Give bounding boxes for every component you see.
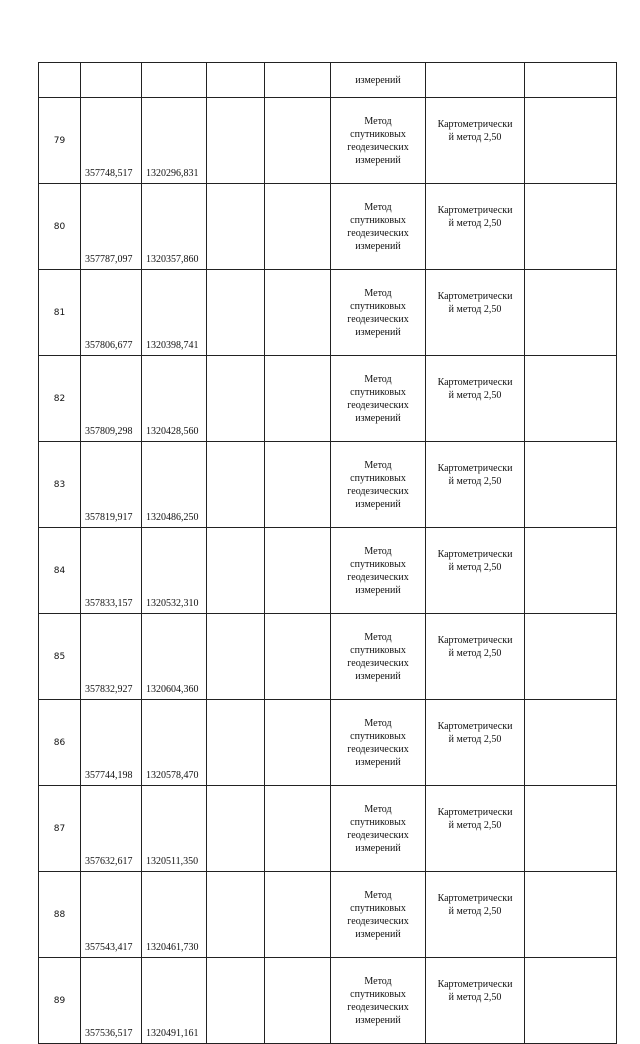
method-line: измерений	[355, 756, 401, 768]
cell-empty	[265, 442, 331, 528]
cell-empty	[207, 700, 265, 786]
cell-method	[331, 786, 426, 872]
cell-empty	[525, 614, 617, 700]
cell-empty	[525, 63, 617, 98]
accuracy-line: й метод 2,50	[448, 390, 502, 401]
method-line: спутниковых	[350, 214, 406, 226]
cell-x: 357748,517	[81, 98, 142, 184]
accuracy-line: Картометрически	[437, 205, 513, 216]
cell-y: 1320578,470	[142, 700, 207, 786]
cell-x: 357809,298	[81, 356, 142, 442]
cell-number: 80	[39, 184, 81, 270]
method-line: спутниковых	[350, 300, 406, 312]
method-line: измерений	[355, 1014, 401, 1026]
accuracy-line: Картометрически	[437, 979, 513, 990]
cell-y: 1320511,350	[142, 786, 207, 872]
method-line: геодезических	[347, 141, 409, 153]
accuracy-line: й метод 2,50	[448, 562, 502, 573]
accuracy-line: й метод 2,50	[448, 648, 502, 659]
cell-accuracy	[426, 63, 525, 98]
cell-accuracy	[426, 184, 525, 270]
method-line: Метод	[364, 115, 392, 127]
method-line: геодезических	[347, 399, 409, 411]
method-line: спутниковых	[350, 386, 406, 398]
cell-empty	[525, 442, 617, 528]
method-line: Метод	[364, 545, 392, 557]
method-line: измерений	[355, 584, 401, 596]
cell-y: 1320604,360	[142, 614, 207, 700]
method-line: Метод	[364, 717, 392, 729]
cell-empty	[265, 98, 331, 184]
cell-method	[331, 528, 426, 614]
cell-y: 1320491,161	[142, 958, 207, 1044]
cell-x: 357536,517	[81, 958, 142, 1044]
method-line: Метод	[364, 201, 392, 213]
cell-accuracy	[426, 528, 525, 614]
accuracy-line: Картометрически	[437, 463, 513, 474]
cell-empty	[207, 356, 265, 442]
cell-number: 79	[39, 98, 81, 184]
accuracy-line: й метод 2,50	[448, 132, 502, 143]
table-row	[39, 528, 617, 614]
method-line: Метод	[364, 373, 392, 385]
accuracy-line: й метод 2,50	[448, 820, 502, 831]
cell-empty	[207, 63, 265, 98]
cell-x: 357806,677	[81, 270, 142, 356]
cell-number: 82	[39, 356, 81, 442]
method-line: измерений	[355, 240, 401, 252]
accuracy-line: й метод 2,50	[448, 476, 502, 487]
cell-empty	[265, 528, 331, 614]
cell-number: 84	[39, 528, 81, 614]
cell-x	[81, 63, 142, 98]
cell-number: 89	[39, 958, 81, 1044]
cell-method	[331, 958, 426, 1044]
cell-accuracy	[426, 614, 525, 700]
cell-number: 87	[39, 786, 81, 872]
cell-y: 1320296,831	[142, 98, 207, 184]
method-line: геодезических	[347, 227, 409, 239]
table-row	[39, 442, 617, 528]
table-row	[39, 786, 617, 872]
method-line: геодезических	[347, 829, 409, 841]
method-line: измерений	[355, 842, 401, 854]
cell-method	[331, 700, 426, 786]
cell-empty	[265, 614, 331, 700]
method-line: Метод	[364, 889, 392, 901]
cell-empty	[207, 528, 265, 614]
method-line: спутниковых	[350, 128, 406, 140]
cell-empty	[207, 98, 265, 184]
cell-method	[331, 184, 426, 270]
cell-accuracy	[426, 98, 525, 184]
cell-empty	[207, 786, 265, 872]
cell-method	[331, 63, 426, 98]
cell-empty	[525, 528, 617, 614]
method-line: спутниковых	[350, 472, 406, 484]
cell-method	[331, 872, 426, 958]
method-line: спутниковых	[350, 988, 406, 1000]
cell-empty	[525, 958, 617, 1044]
cell-empty	[265, 270, 331, 356]
cell-accuracy	[426, 270, 525, 356]
cell-empty	[525, 700, 617, 786]
cell-empty	[525, 786, 617, 872]
method-line: Метод	[364, 631, 392, 643]
cell-method	[331, 442, 426, 528]
table-row	[39, 872, 617, 958]
method-line: Метод	[364, 975, 392, 987]
method-line: измерений	[355, 670, 401, 682]
cell-number: 83	[39, 442, 81, 528]
method-line: спутниковых	[350, 644, 406, 656]
table-row	[39, 614, 617, 700]
accuracy-line: Картометрически	[437, 377, 513, 388]
method-line: измерений	[355, 498, 401, 510]
method-line: геодезических	[347, 313, 409, 325]
cell-accuracy	[426, 442, 525, 528]
cell-number: 86	[39, 700, 81, 786]
cell-accuracy	[426, 958, 525, 1044]
cell-empty	[265, 63, 331, 98]
accuracy-line: Картометрически	[437, 807, 513, 818]
cell-empty	[525, 356, 617, 442]
cell-empty	[525, 270, 617, 356]
cell-y: 1320428,560	[142, 356, 207, 442]
accuracy-line: Картометрически	[437, 893, 513, 904]
method-line: спутниковых	[350, 816, 406, 828]
cell-empty	[207, 872, 265, 958]
cell-y: 1320532,310	[142, 528, 207, 614]
method-line: геодезических	[347, 657, 409, 669]
cell-x: 357543,417	[81, 872, 142, 958]
cell-empty	[207, 442, 265, 528]
cell-x: 357632,617	[81, 786, 142, 872]
cell-y: 1320398,741	[142, 270, 207, 356]
cell-empty	[525, 872, 617, 958]
table-row	[39, 270, 617, 356]
cell-x: 357833,157	[81, 528, 142, 614]
method-line: Метод	[364, 803, 392, 815]
accuracy-line: й метод 2,50	[448, 992, 502, 1003]
method-line: геодезических	[347, 485, 409, 497]
table-row	[39, 958, 617, 1044]
cell-accuracy	[426, 872, 525, 958]
cell-number: 81	[39, 270, 81, 356]
cell-empty	[265, 700, 331, 786]
cell-empty	[525, 98, 617, 184]
cell-number	[39, 63, 81, 98]
accuracy-line: й метод 2,50	[448, 218, 502, 229]
cell-accuracy	[426, 356, 525, 442]
cell-empty	[265, 356, 331, 442]
table-row	[39, 98, 617, 184]
accuracy-line: Картометрически	[437, 549, 513, 560]
cell-method	[331, 98, 426, 184]
cell-x: 357787,097	[81, 184, 142, 270]
method-line: спутниковых	[350, 730, 406, 742]
cell-empty	[207, 958, 265, 1044]
cell-empty	[207, 614, 265, 700]
cell-empty	[207, 184, 265, 270]
table-row	[39, 184, 617, 270]
cell-y: 1320461,730	[142, 872, 207, 958]
method-line: спутниковых	[350, 902, 406, 914]
cell-y: 1320357,860	[142, 184, 207, 270]
method-line: измерений	[355, 412, 401, 424]
accuracy-line: й метод 2,50	[448, 304, 502, 315]
cell-method	[331, 270, 426, 356]
coordinates-table	[38, 62, 617, 1044]
cell-empty	[207, 270, 265, 356]
cell-empty	[265, 958, 331, 1044]
cell-empty	[265, 872, 331, 958]
method-line: Метод	[364, 459, 392, 471]
cell-x: 357832,927	[81, 614, 142, 700]
accuracy-line: Картометрически	[437, 119, 513, 130]
table-row	[39, 700, 617, 786]
accuracy-line: Картометрически	[437, 635, 513, 646]
accuracy-line: Картометрически	[437, 721, 513, 732]
cell-empty	[265, 184, 331, 270]
method-line: измерений	[355, 928, 401, 940]
cell-empty	[265, 786, 331, 872]
method-line: измерений	[355, 154, 401, 166]
method-line: измерений	[355, 74, 401, 86]
accuracy-line: Картометрически	[437, 291, 513, 302]
method-line: геодезических	[347, 915, 409, 927]
cell-x: 357819,917	[81, 442, 142, 528]
cell-number: 88	[39, 872, 81, 958]
cell-x: 357744,198	[81, 700, 142, 786]
accuracy-line: й метод 2,50	[448, 734, 502, 745]
method-line: измерений	[355, 326, 401, 338]
cell-empty	[525, 184, 617, 270]
table-row-continuation	[39, 63, 617, 98]
cell-accuracy	[426, 700, 525, 786]
table-row	[39, 356, 617, 442]
method-line: геодезических	[347, 571, 409, 583]
method-line: спутниковых	[350, 558, 406, 570]
cell-method	[331, 614, 426, 700]
cell-y	[142, 63, 207, 98]
accuracy-line: й метод 2,50	[448, 906, 502, 917]
cell-number: 85	[39, 614, 81, 700]
cell-method	[331, 356, 426, 442]
method-line: геодезических	[347, 1001, 409, 1013]
method-line: геодезических	[347, 743, 409, 755]
cell-y: 1320486,250	[142, 442, 207, 528]
cell-accuracy	[426, 786, 525, 872]
method-line: Метод	[364, 287, 392, 299]
